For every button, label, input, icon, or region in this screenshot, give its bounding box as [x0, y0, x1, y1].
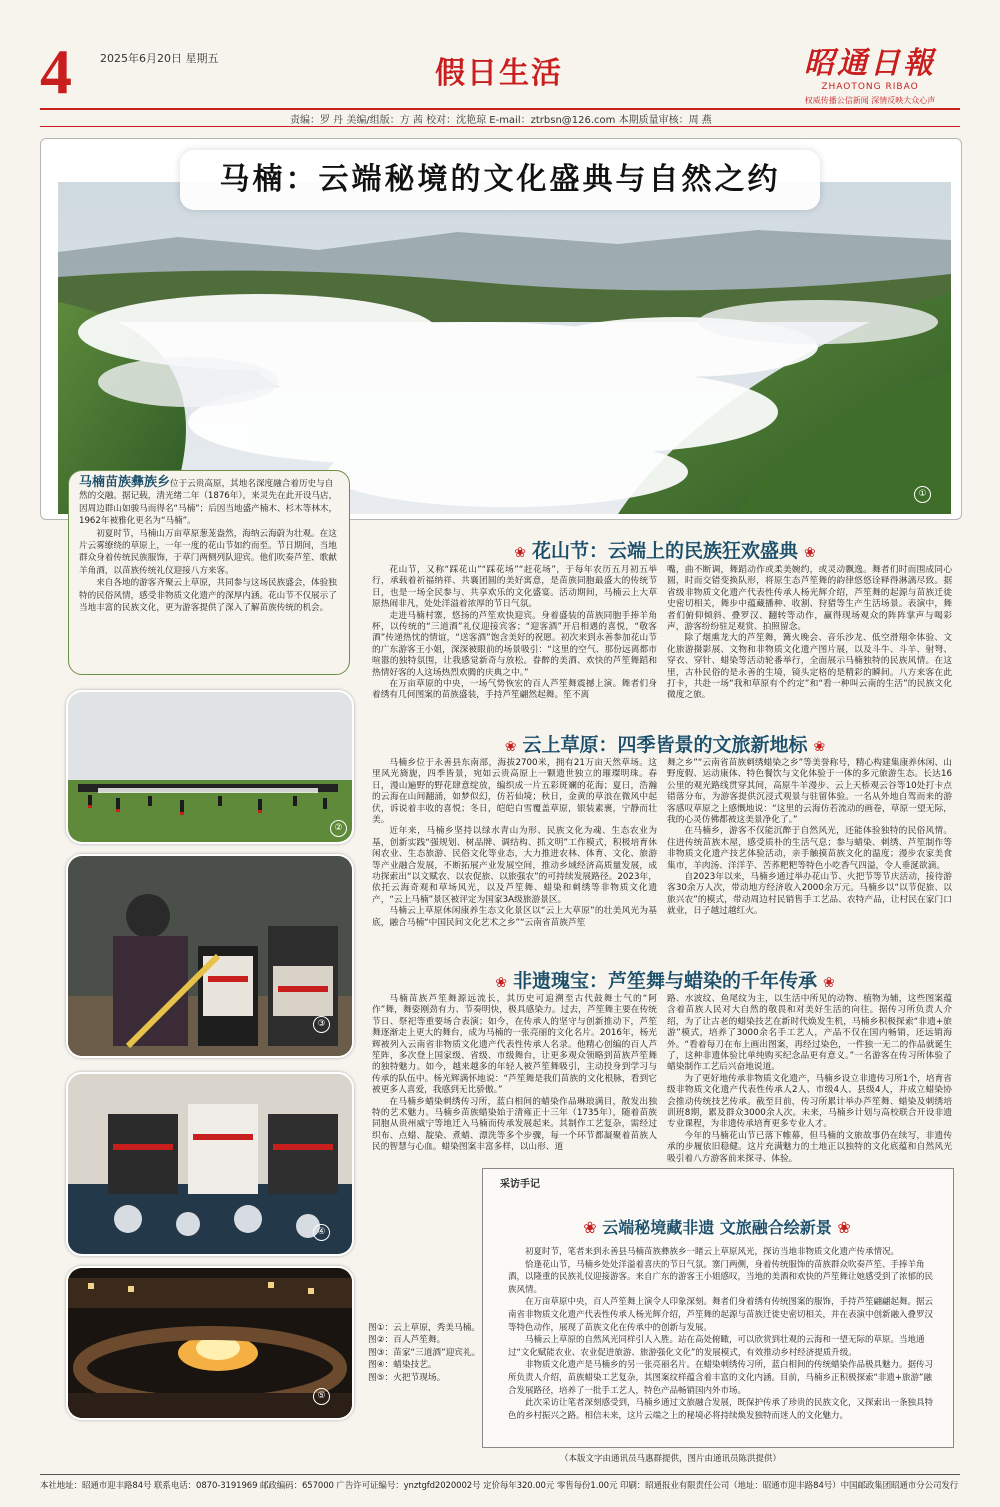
section-heading-text: 云上草原：四季皆景的文旅新地标	[522, 734, 808, 756]
notes-heading-text: 云端秘境藏非遗 文旅融合绘新景	[602, 1218, 832, 1237]
paragraph: 近年来，马楠乡坚持以绿水青山为形、民族文化为魂、生态农业为基，创新实践“强规划、树品牌、调结构、抓文明”工作模式，积极培育休闲农业、生态旅游、民俗文化等业态，大力推进农林、体育、文化、旅游等产业融合发展，不断拓展产业发展空间，推动乡域经济高质量发展，成功探索出“以文赋农、以农促旅、以旅强农”的可持续发展路径。2023年，依托云海奇观和草场风光，以及芦笙舞、蜡染和刺绣等非物质文化遗产，“云上马楠”景区被评定为国家3A级旅游景区。	[372, 826, 657, 905]
torch-festival-image	[68, 1268, 352, 1418]
masthead-slogan: 权威传播公信新闻 深情反映大众心声	[804, 96, 936, 105]
flower-ornament-icon: ❀	[504, 739, 517, 755]
section-heading	[370, 536, 960, 563]
notes-heading	[482, 1215, 952, 1238]
article-column	[667, 994, 952, 1165]
flower-ornament-icon: ❀	[813, 739, 826, 755]
flower-ornament-icon: ❀	[514, 545, 526, 561]
header-rule	[40, 108, 960, 110]
notes-label: 采访手记	[500, 1179, 540, 1190]
paragraph: 自2023年以来，马楠乡通过举办花山节、火把节等节庆活动，接待游客30余万人次，带动地方经济收入2000余万元。马楠乡以“以节促旅、以旅兴农”的模式，带动周边村民销售手工艺品、农特产品，让村民在家门口就业，日子越过越红火。	[667, 872, 952, 917]
paragraph: 今年的马楠花山节已落下帷幕，但马楠的文旅故事仍在续写，非遗传承的步履依旧稳健。这片充满魅力的土地正以独特的文化底蕴和自然风光吸引着八方游客前来探寻、体验。	[667, 1130, 952, 1164]
intro-text: 位于云贵高原，其地名深度融合着历史与自然的交融。据记载，清光绪二年（1876年），来灵先在此开设马店，因周边群山如骏马而得名“马楠”；后因当地盛产楠木、杉木等林木，1962年被雅化更名为“马楠”。	[79, 479, 338, 527]
flower-ornament-icon: ❀	[804, 545, 816, 561]
paragraph: 嘴，曲不断调，舞蹈动作或柔美婉约，或灵动飘逸。舞者们时而围成同心圆，时而交错变换队形，将原生态芦笙舞的韵律悠悠诠释得淋漓尽致。据省级非物质文化遗产代表性传承人杨光辉介绍，芦笙舞的起源与苗族迁徙史密切相关，舞步中蕴藏播种、收割、狩猎等生产生活场景。表演中，舞者们俯仰倾斜、叠罗汉、翻转等动作，赢得现场观众的阵阵掌声与喝彩声，游客纷纷驻足观赏、拍照留念。	[667, 565, 952, 633]
source-note: （本版文字由通讯员马惠群提供，图片由通讯员陈洪提供）	[560, 1454, 782, 1464]
lusheng-dance-image	[68, 692, 352, 842]
masthead	[790, 38, 950, 106]
caption: 图④：蜡染技艺。	[368, 1360, 437, 1371]
issue-date: 2025年6月20日 星期五	[100, 52, 219, 65]
intro-paragraph: 初夏时节，马楠山万亩草原葱茏盎然，海纳云海蔚为壮观。在这片云雾缭绕的草原上，一年一度的花山节如约而至。节日期间，当地群众身着传统民族服饰，于草门两侧列队迎宾。他们吹奏芦笙、歌献羊角酒，以苗族传统礼仪迎接八方来客。	[79, 528, 337, 576]
paragraph: 马楠云上草原的自然风光同样引人入胜。站在高处俯瞰，可以欣赏到壮观的云海和一望无际的草原。当地通过“文化赋能农业、农业促进旅游、旅游强化文化”的发展模式，有效推动乡村经济提质升级。	[508, 1335, 925, 1358]
notes-body	[508, 1246, 940, 1422]
photo-torch-festival	[66, 1266, 354, 1420]
paragraph: 在马楠乡，游客不仅能沉醉于自然风光，还能体验独特的民俗风情。住进传统苗族木屋，感受质朴的生活气息；参与蜡染、刺绣、芦笙制作等非物质文化遗产技艺体验活动，亲手触摸苗族文化的温度；漫步农家美食集市，羊肉汤、洋洋芋、苦荞粑粑等特色小吃香气四溢，令人垂涎欲滴。	[667, 826, 952, 871]
paragraph: 此次采访让笔者深刻感受到，马楠乡通过文旅融合发展，既保护传承了珍贵的民族文化，又探索出一条独具特色的乡村振兴之路。相信未来，这片云端之上的秘境必将持续焕发独特而迷人的文化魅力。	[508, 1398, 934, 1421]
paragraph: 在万亩草原中央，百人芦笙舞上演令人印象深刻。舞者们身着绣有传统图案的服饰，手持芦笙翩翩起舞。据云南省非物质文化遗产代表性传承人杨光辉介绍，芦笙舞的起源与苗族迁徙史密切相关，并在表演中创新融入叠罗汉等特色动作，展现了苗族文化在传承中的创新与发展。	[508, 1297, 934, 1333]
batik-image	[68, 1074, 352, 1254]
caption: 图②：百人芦笙舞。	[368, 1335, 446, 1346]
main-headline: 马楠：云端秘境的文化盛典与自然之约	[219, 162, 781, 197]
masthead-pinyin: ZHAOTONG RIBAO	[821, 82, 919, 92]
section-heading-text: 非遗瑰宝：芦笙舞与蜡染的千年传承	[512, 970, 817, 992]
welcome-wine-image	[68, 856, 352, 1056]
article-column	[372, 565, 657, 702]
article-column	[372, 758, 657, 929]
masthead-name: 昭通日報	[804, 46, 936, 81]
editor-credits: 责编：罗 丹 美编/组版：方 茜 校对：沈艳琼 E-mail：ztrbsn@126.com 本期质量审核：周 燕	[290, 115, 712, 126]
paragraph: 花山节，又称“踩花山”“踩花场”“赶花场”，于每年农历五月初五举行，承载着祈福纳祥、共襄团圆的美好寓意，是苗族同胞最盛大的传统节日，也是一场全民参与、共享欢乐的文化盛宴。活动期间，马楠云上大草原热闹非凡，处处洋溢着浓厚的节日气氛。	[372, 565, 657, 610]
page-number: 4	[40, 36, 72, 107]
headline-box	[180, 150, 820, 210]
paragraph: 马楠苗族芦笙舞源远流长，其历史可追溯至古代鼓舞士气的“阿作”舞，舞姿刚劲有力、节奏明快，极具感染力。过去，芦笙舞主要在传统节日、祭祀等重要场合表演；如今，在传承人的坚守与创新推动下，芦笙舞逐渐走上更大的舞台，成为马楠的一张亮丽的文化名片。2016年，杨光辉被列入云南省非物质文化遗产代表性传承人名录。他精心创编的百人芦笙阵，多次登上国家级、省级、市级舞台，让更多观众领略到苗族芦笙舞的独特魅力。如今，越来越多的年轻人被芦笙舞吸引，主动投身到学习与传承的队伍中。杨光辉满怀地说：“芦笙舞是我们苗族的文化根脉，看到它被更多人喜爱，我感到无比骄傲。”	[372, 994, 657, 1096]
caption: 图③：苗家“三道酒”迎宾礼。	[368, 1347, 481, 1358]
photo-number-badge: ①	[914, 486, 931, 503]
paragraph: 在马楠乡蜡染刺绣传习所，蓝白相间的蜡染作品琳琅满目，散发出独特的艺术魅力。马楠乡苗族蜡染始于清雍正十三年（1735年），随着苗族同胞从贵州威宁等地迁入马楠而传承发展起来。其制作工艺复杂，需经过织布、点蜡、靛染、煮蜡、漂洗等多个步骤，每一个环节都凝聚着苗族人民的智慧与心血。蜡染图案丰富多样，以山形、道	[372, 1096, 657, 1153]
paragraph: 在万亩草原的中央，一场气势恢宏的百人芦笙舞震撼上演。舞者们身着绣有几何图案的苗族盛装，手持芦笙翩然起舞。笙不离	[372, 679, 657, 701]
paragraph: 初夏时节，笔者来到永善县马楠苗族彝族乡一睹云上草原风光，探访当地非物质文化遗产传承情况。	[525, 1247, 900, 1257]
flower-ornament-icon: ❀	[583, 1218, 603, 1237]
section-heading	[370, 966, 960, 993]
photo-number-badge: ④	[313, 1224, 330, 1241]
flower-ornament-icon: ❀	[823, 975, 835, 991]
paragraph: 舞之乡”“云南省苗族刺绣蜡染之乡”等美誉称号，精心构建集康养休闲、山野度假、运动康体、特色餐饮与文化体验于一体的多元旅游生态。长达16公里的观光路线贯穿其间，高原牛羊漫步、云上天桥观云谷等10处打卡点错落分布，为游客提供沉浸式观景与驻留体验。一名从外地自驾而来的游客感叹草原之上感慨地说：“这里的云海仿若流动的画卷，草原一望无际，我的心灵仿佛都被这美景净化了。”	[667, 758, 952, 826]
article-column	[667, 565, 952, 702]
photo-captions	[368, 1322, 480, 1384]
paragraph: 除了烟熏龙大的芦笙舞，篝火晚会、音乐沙龙、低空滑翔伞体验、文化旅游摄影展、文物和非物质文化遗产图片展，以及斗牛、斗羊、射弩、穿衣、穿针、蜡染等活动轮番举行，全面展示马楠独特的民族风情。在这里，古朴民俗的是永善的生境，镜头定格的是精彩的瞬间。八方来客在此打卡，共赴一场“我和草原有个约定”和“看一种叫云南的生活”的民族文化微度之旅。	[667, 633, 952, 701]
header-subrule	[40, 126, 960, 127]
paragraph: 路、水波纹、鱼尾纹为主，以生活中所见的动物、植物为辅，这些图案蕴含着苗族人民对大自然的敬畏和对美好生活的向往。据传习所负责人介绍，为了让古老的蜡染技艺在新时代焕发生机，马楠乡积极探索“非遗+旅游”模式，培养了3000余名手工艺人，产品不仅在国内畅销，还远销海外。“看着每刀在布上画出图案，再经过染色，一件独一无二的作品就诞生了，这种非遗体验比单纯购买纪念品更有意义。”一名游客在传习所体验了蜡染制作工艺后兴奋地说道。	[667, 994, 952, 1073]
photo-number-badge: ⑤	[313, 1388, 330, 1405]
intro-title: 马楠苗族彝族乡	[79, 475, 171, 490]
paragraph: 恰逢花山节，马楠乡处处洋溢着喜庆的节日气氛。寨门两侧，身着传统服饰的苗族群众吹奏芦笙、手捧羊角酒，以隆重的民族礼仪迎接游客。来自广东的游客王小姐感叹，当地的美酒和欢快的芦笙舞让她感受到了浓郁的民族风情。	[508, 1259, 934, 1295]
photo-number-badge: ②	[330, 820, 347, 837]
intro-paragraph: 来自各地的游客齐聚云上草原，共同参与这场民族盛会，体验独特的民俗风情，感受非物质文化遗产的深厚内涵。花山节不仅展示了当地丰富的民族文化，更为游客提供了深入了解苗族传统的机会。	[79, 578, 337, 614]
paragraph: 走进马楠村寨，悠扬的芦笙欢快迎宾。身着盛装的苗族同胞手捧羊角杯，以传统的“三道酒”礼仪迎接宾客；“迎客酒”开启相遇的喜悦，“敬客酒”传递热忱的情谊，“送客酒”饱含美好的祝愿。初次来到永善参加花山节的广东游客王小姐，深深被眼前的场景吸引：“这里的空气、那份远离都市喧嚣的独特氛围，让我感觉新奇与放松。眷醉的美酒、欢快的芦笙舞蹈和热情好客的人这场热烈欢腾的庆典之中。”	[372, 610, 657, 678]
caption: 图①：云上草原，秀美马楠。	[368, 1323, 481, 1333]
photo-welcome-wine	[66, 854, 354, 1058]
caption: 图⑤：火把节现场。	[368, 1372, 446, 1383]
paragraph: 非物质文化遗产是马楠乡的另一张亮丽名片。在蜡染刺绣传习所，蓝白相间的传统蜡染作品极具魅力。据传习所负责人介绍，苗族蜡染工艺复杂，其图案纹样蕴含着丰富的文化内涵。目前，马楠乡正积极探索“非遗+旅游”融合发展路径，培养了一批手工艺人，特色产品畅销国内外市场。	[508, 1360, 934, 1396]
photo-number-badge: ③	[313, 1016, 330, 1033]
section-title: 假日生活	[435, 56, 563, 91]
photo-batik	[66, 1072, 354, 1256]
intro-box	[68, 470, 350, 675]
footer-rule	[40, 1474, 960, 1475]
article-column	[372, 994, 657, 1154]
photo-lusheng-dance	[66, 690, 354, 844]
footer-info: 本社地址：昭通市迎丰路84号 联系电话：0870-3191969 邮政编码：657000 广告许可证编号：ynztgfd2020002号 定价每年320.00元 零售每份1.00元 印刷：昭通报业有限责任公司（地址：昭通市迎丰路84号）中国邮政集团昭通市分公司发行	[40, 1481, 959, 1491]
section-heading-text: 花山节：云端上的民族狂欢盛典	[531, 540, 798, 562]
paragraph: 为了更好地传承非物质文化遗产，马楠乡设立非遗传习所1个，培育省级非物质文化遗产代表性传承人2人、市级4人、县级4人，并成立蜡染协会推动传统技艺传承。截至目前，传习所累计举办芦笙舞、蜡染及刺绣培训班8期，累及群众3000余人次。未来，马楠乡计划与高校联合开设非遗专业课程，为非遗传承培育更多专业人才。	[667, 1073, 952, 1130]
flower-ornament-icon: ❀	[831, 1218, 851, 1237]
paragraph: 马楠云上草原休闲康养生态文化景区以“云上大草原”的壮美风光为基底，融合马楠“中国民间文化艺术之乡”“云南省苗族芦笙	[372, 906, 657, 928]
flower-ornament-icon: ❀	[495, 975, 507, 991]
hero-landscape-photo	[58, 182, 951, 514]
section-heading	[370, 730, 960, 757]
paragraph: 马楠乡位于永善县东南部，海拔2700米，拥有21万亩天然草场。这里风光旖旎，四季皆景，宛如云贵高原上一颗遗世独立的璀璨明珠。春日，漫山遍野的野花肆意绽放，编织成一片五彩斑斓的花海；夏日，浩瀚的云海在山间翻涌，如梦似幻，仿若仙境；秋日，金黄的草浪在微风中起伏，诉说着丰收的喜悦；冬日，皑皑白雪覆盖草原，银装素裹，宁静而壮美。	[372, 758, 657, 826]
article-column	[667, 758, 952, 918]
